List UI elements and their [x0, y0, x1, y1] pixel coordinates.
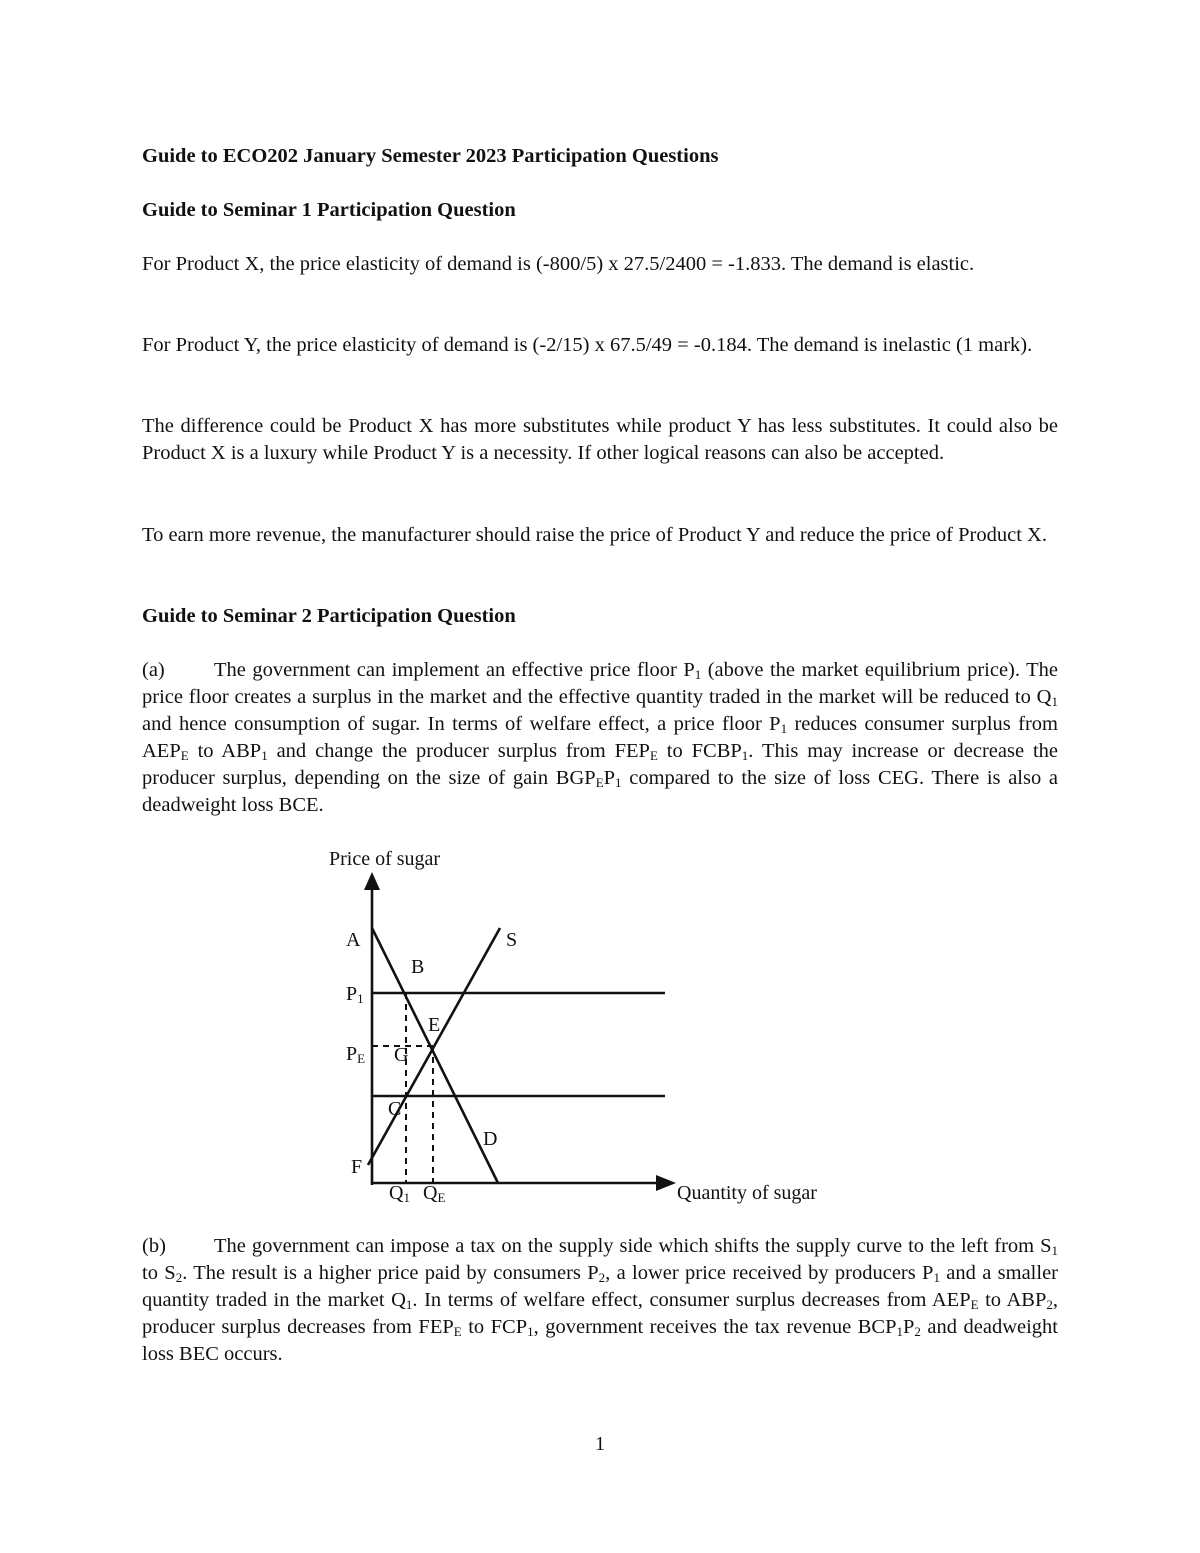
seminar1-heading: Guide to Seminar 1 Participation Question: [142, 199, 516, 221]
point-d-label: D: [483, 1128, 498, 1150]
point-a-label: A: [346, 929, 361, 951]
pe-label: $P_E$: [346, 1043, 366, 1066]
seminar2-part-b: (b) The government can impose a tax on the supply side which shifts the supply curve to the left from $S_1$ to $S_2$. The result is a higher price paid by consumers $P_2$, a lower price received by producers $P_1$ and a smaller quantity traded in the market $Q_1$. In terms of welfare effect, consumer surplus decreases from $AEP_E$ to $ABP_2$, producer surplus decreases from $FEP_E$ to $FCP_1$, government receives the tax revenue $BCP_1P_2$ and deadweight loss BEC occurs.: [142, 1235, 1059, 1365]
seminar1-paragraph-3: The difference could be Product X has more substitutes while product Y has less substitutes. It could also be Product X is a luxury while Product Y is a necessity. If other logical reasons can also be accepted.: [142, 415, 1058, 464]
point-f-label: F: [351, 1156, 363, 1178]
document-title: Guide to ECO202 January Semester 2023 Participation Questions: [142, 145, 719, 167]
y-axis-arrowhead: [364, 872, 380, 890]
point-e-label: E: [428, 1014, 441, 1036]
seminar1-paragraph-1: For Product X, the price elasticity of demand is (-800/5) x 27.5/2400 = -1.833. The demand is elastic.: [142, 253, 975, 275]
supply-label: S: [506, 929, 518, 951]
y-axis-label: Price of sugar: [329, 848, 441, 870]
point-b-label: B: [411, 956, 425, 978]
part-b-label: (b): [142, 1235, 166, 1257]
diagram-graphics: [320, 840, 880, 1220]
page-number: 1: [595, 1433, 605, 1455]
price-floor-diagram: [320, 840, 880, 1220]
seminar2-part-a: (a) The government can implement an effective price floor $P_1$ (above the market equilibrium price). The price floor creates a surplus in the market and the effective quantity traded in the market will be reduced to $Q_1$ and hence consumption of sugar. In terms of welfare effect, a price floor $P_1$ reduces consumer surplus from $AEP_E$ to $ABP_1$ and change the producer surplus from $FEP_E$ to $FCBP_1$. This may increase or decrease the producer surplus, depending on the size of gain $BGP_EP_1$ compared to the size of loss CEG. There is also a deadweight loss BCE.: [142, 659, 1059, 816]
x-axis-label: Quantity of sugar: [677, 1182, 817, 1204]
seminar1-paragraph-4: To earn more revenue, the manufacturer should raise the price of Product Y and reduce the price of Product X.: [142, 524, 1047, 546]
qe-label: $Q_E$: [423, 1182, 446, 1205]
p1-label: $P_1$: [346, 983, 364, 1006]
part-a-label: (a): [142, 659, 165, 681]
seminar2-heading: Guide to Seminar 2 Participation Question: [142, 605, 516, 627]
q1-label: $Q_1$: [389, 1182, 410, 1205]
x-axis-arrowhead: [656, 1175, 676, 1191]
point-g-label: G: [394, 1044, 409, 1066]
seminar1-paragraph-2: For Product Y, the price elasticity of demand is (-2/15) x 67.5/49 = -0.184. The demand is inelastic (1 mark).: [142, 334, 1033, 356]
point-c-label: C: [388, 1098, 402, 1120]
